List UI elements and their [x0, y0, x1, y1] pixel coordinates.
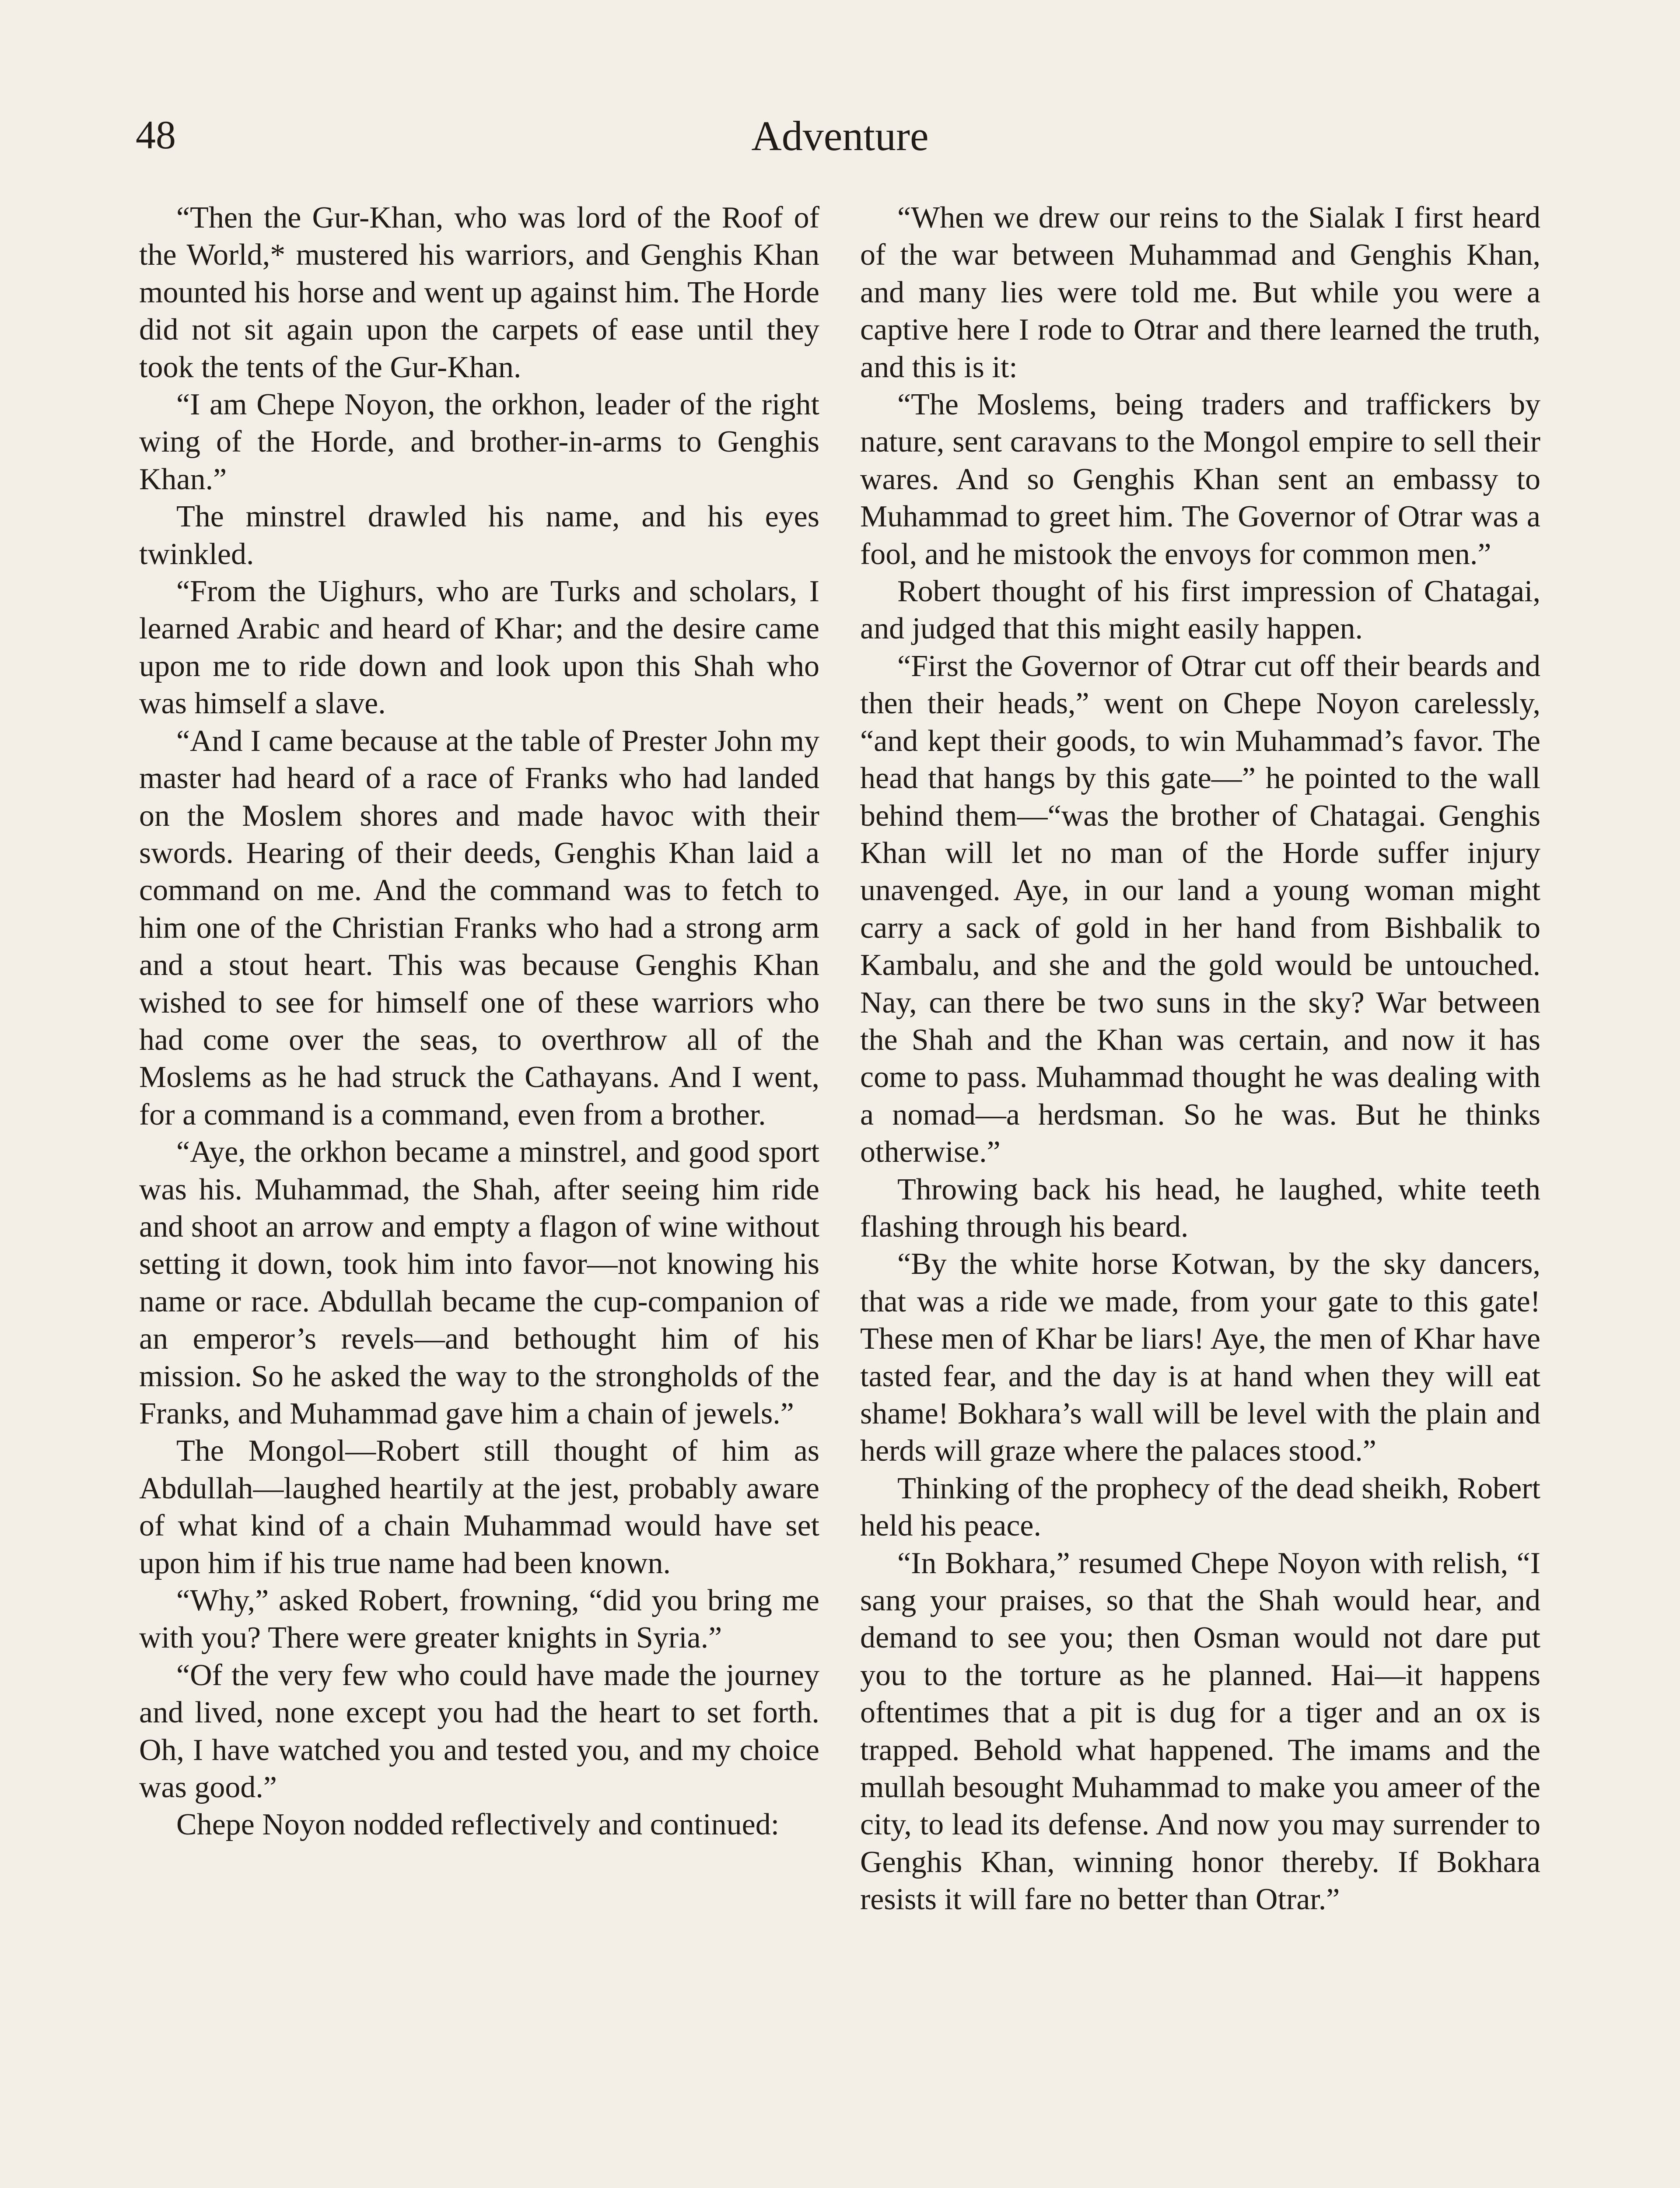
paragraph: “By the white horse Kotwan, by the sky dancers, that was a ride we made, from your gate to this gate! These men of Khar be liars! Aye, the men of Khar have tasted fear, and the day is at hand when they will eat shame! Bokhara’s wall will be level with the plain and herds will graze where the palaces stood.”	[860, 1247, 1540, 1468]
paragraph: “First the Governor of Otrar cut off their beards and then their heads,” went on Chepe Noyon carelessly, “and kept their goods, to win Muhammad’s favor. The head that hangs by this gate—” he pointed to the wall behind them—“was the brother of Chatagai. Genghis Khan will let no man of the Horde suffer injury unavenged. Aye, in our land a young woman might carry a sack of gold in her hand from Bishbalik to Kambalu, and she and the gold would be untouched. Nay, can there be two suns in the sky? War between the Shah and the Khan was certain, and now it has come to pass. Muhammad thought he was dealing with a nomad—a herdsman. So he was. But he thinks otherwise.”	[860, 649, 1540, 1169]
paragraph: “From the Uighurs, who are Turks and scholars, I learned Arabic and heard of Khar; and the desire came upon me to ride down and look upon this Shah who was himself a slave.	[139, 575, 819, 721]
page-number: 48	[136, 112, 176, 157]
paragraph: Robert thought of his first impression of Chatagai, and judged that this might easily happen.	[860, 575, 1540, 646]
paragraph: Throwing back his head, he laughed, white teeth flashing through his beard.	[860, 1172, 1540, 1244]
paragraph: “And I came because at the table of Prester John my master had heard of a race of Franks who had landed on the Moslem shores and made havoc with their swords. Hearing of their deeds, Genghis Khan laid a command on me. And the command was to fetch to him one of the Christian Franks who had a strong arm and a stout heart. This was because Genghis Khan wished to see for himself one of these warriors who had come over the seas, to overthrow all of the Moslems as he had struck the Cathayans. And I went, for a command is a command, even from a brother.	[139, 724, 819, 1132]
paragraph: “Of the very few who could have made the journey and lived, none except you had the heart to set forth. Oh, I have watched you and tested you, and my choice was good.”	[139, 1658, 819, 1805]
paragraph: “When we drew our reins to the Sialak I first heard of the war between Muhammad and Genghis Khan, and many lies were told me. But while you were a captive here I rode to Otrar and there learned the truth, and this is it:	[860, 201, 1540, 384]
paragraph: Chepe Noyon nodded reflectively and continued:	[176, 1808, 780, 1842]
paragraph: “Why,” asked Robert, frowning, “did you bring me with you? There were greater knights in Syria.”	[139, 1584, 819, 1655]
magazine-title: Adventure	[751, 112, 929, 159]
paragraph: The minstrel drawled his name, and his eyes twinkled.	[139, 500, 819, 571]
paragraph: “Aye, the orkhon became a minstrel, and good sport was his. Muhammad, the Shah, after seeing him ride and shoot an arrow and empty a flagon of wine without setting it down, took him into favor—not knowing his name or race. Abdullah became the cup-companion of an emperor’s revels—and bethought him of his mission. So he asked the way to the strongholds of the Franks, and Muhammad gave him a chain of jewels.”	[139, 1135, 819, 1431]
left-text-column	[139, 199, 819, 1844]
paragraph: Thinking of the prophecy of the dead sheikh, Robert held his peace.	[860, 1471, 1540, 1543]
right-text-column	[860, 199, 1540, 1918]
paragraph: “Then the Gur-Khan, who was lord of the Roof of the World,* mustered his warriors, and Genghis Khan mounted his horse and went up against him. The Horde did not sit again upon the carpets of ease until they took the tents of the Gur-Khan.	[139, 201, 819, 384]
paragraph: “In Bokhara,” resumed Chepe Noyon with relish, “I sang your praises, so that the Shah would hear, and demand to see you; then Osman would not dare put you to the torture as he planned. Hai—it happens oftentimes that a pit is dug for a tiger and an ox is trapped. Behold what happened. The imams and the mullah besought Muhammad to make you ameer of the city, to lead its defense. And now you may surrender to Genghis Khan, winning honor thereby. If Bokhara resists it will fare no better than Otrar.”	[860, 1546, 1540, 1917]
page-header	[136, 112, 1544, 160]
paragraph: “I am Chepe Noyon, the orkhon, leader of the right wing of the Horde, and brother-in-arms to Genghis Khan.”	[139, 388, 819, 496]
paragraph: “The Moslems, being traders and traffickers by nature, sent caravans to the Mongol empire to sell their wares. And so Genghis Khan sent an embassy to Muhammad to greet him. The Governor of Otrar was a fool, and he mistook the envoys for common men.”	[860, 388, 1540, 571]
paragraph: The Mongol—Robert still thought of him as Abdullah—laughed heartily at the jest, probably aware of what kind of a chain Muhammad would have set upon him if his true name had been known.	[139, 1434, 819, 1580]
